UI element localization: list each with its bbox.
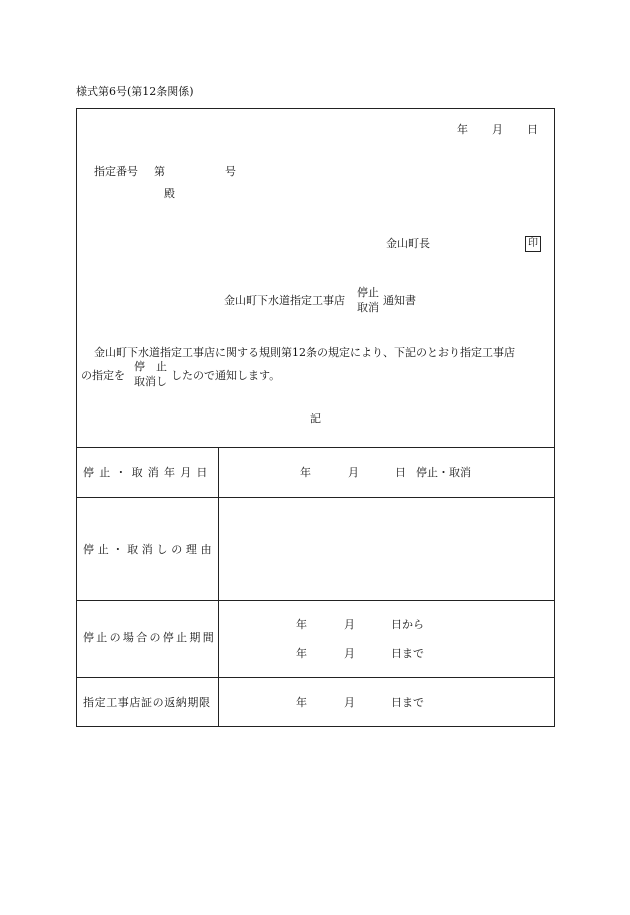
title-tail: 通知書 — [383, 294, 416, 307]
designation-suffix: 号 — [225, 165, 236, 178]
form-label: 様式第6号(第12条関係) — [76, 85, 194, 98]
row3-year-to: 年 — [296, 647, 307, 660]
body-alt-stop: 停 止 — [134, 360, 167, 373]
row1-day: 日 — [395, 466, 406, 479]
column-divider — [218, 447, 219, 727]
designation-label: 指定番号 — [94, 165, 138, 178]
row3-month-to: 月 — [344, 647, 355, 660]
row4-year: 年 — [296, 696, 307, 709]
seal-mark: 印 — [525, 236, 541, 252]
issuer: 金山町長 — [386, 237, 430, 250]
row3-from: 日から — [391, 618, 424, 631]
row2-label: 停止・取消しの理由 — [83, 543, 216, 556]
ki-mark: 記 — [310, 412, 321, 425]
date-day: 日 — [527, 123, 538, 136]
addressee: 殿 — [164, 187, 175, 200]
date-year: 年 — [457, 123, 468, 136]
title-main: 金山町下水道指定工事店 — [224, 294, 345, 307]
body-line1: 金山町下水道指定工事店に関する規則第12条の規定により、下記のとおり指定工事店 — [94, 346, 515, 359]
body-alt-cancel: 取消し — [134, 375, 167, 388]
row4-to: 日まで — [391, 696, 424, 709]
table-top-border — [76, 447, 555, 448]
title-alternatives — [357, 287, 379, 313]
title-alt-stop: 停止 — [357, 286, 379, 299]
row1-stop-cancel: 停止・取消 — [416, 466, 471, 479]
body-line2-prefix: の指定を — [81, 369, 125, 382]
body-alternatives — [134, 361, 167, 387]
row-divider-3 — [76, 677, 555, 678]
row3-label: 停止の場合の停止期間 — [83, 631, 216, 644]
body-line2-suffix: したので通知します。 — [171, 369, 281, 382]
row-divider-2 — [76, 600, 555, 601]
row-divider-1 — [76, 497, 555, 498]
row1-year: 年 — [300, 466, 311, 479]
row3-year-from: 年 — [296, 618, 307, 631]
designation-prefix: 第 — [154, 165, 165, 178]
row3-month-from: 月 — [344, 618, 355, 631]
row4-label: 指定工事店証の返納期限 — [83, 696, 211, 709]
row4-month: 月 — [344, 696, 355, 709]
title-alt-cancel: 取消 — [357, 301, 379, 314]
date-month: 月 — [492, 123, 503, 136]
row1-label: 停止・取消年月日 — [83, 466, 213, 479]
row1-month: 月 — [348, 466, 359, 479]
row3-to: 日まで — [391, 647, 424, 660]
